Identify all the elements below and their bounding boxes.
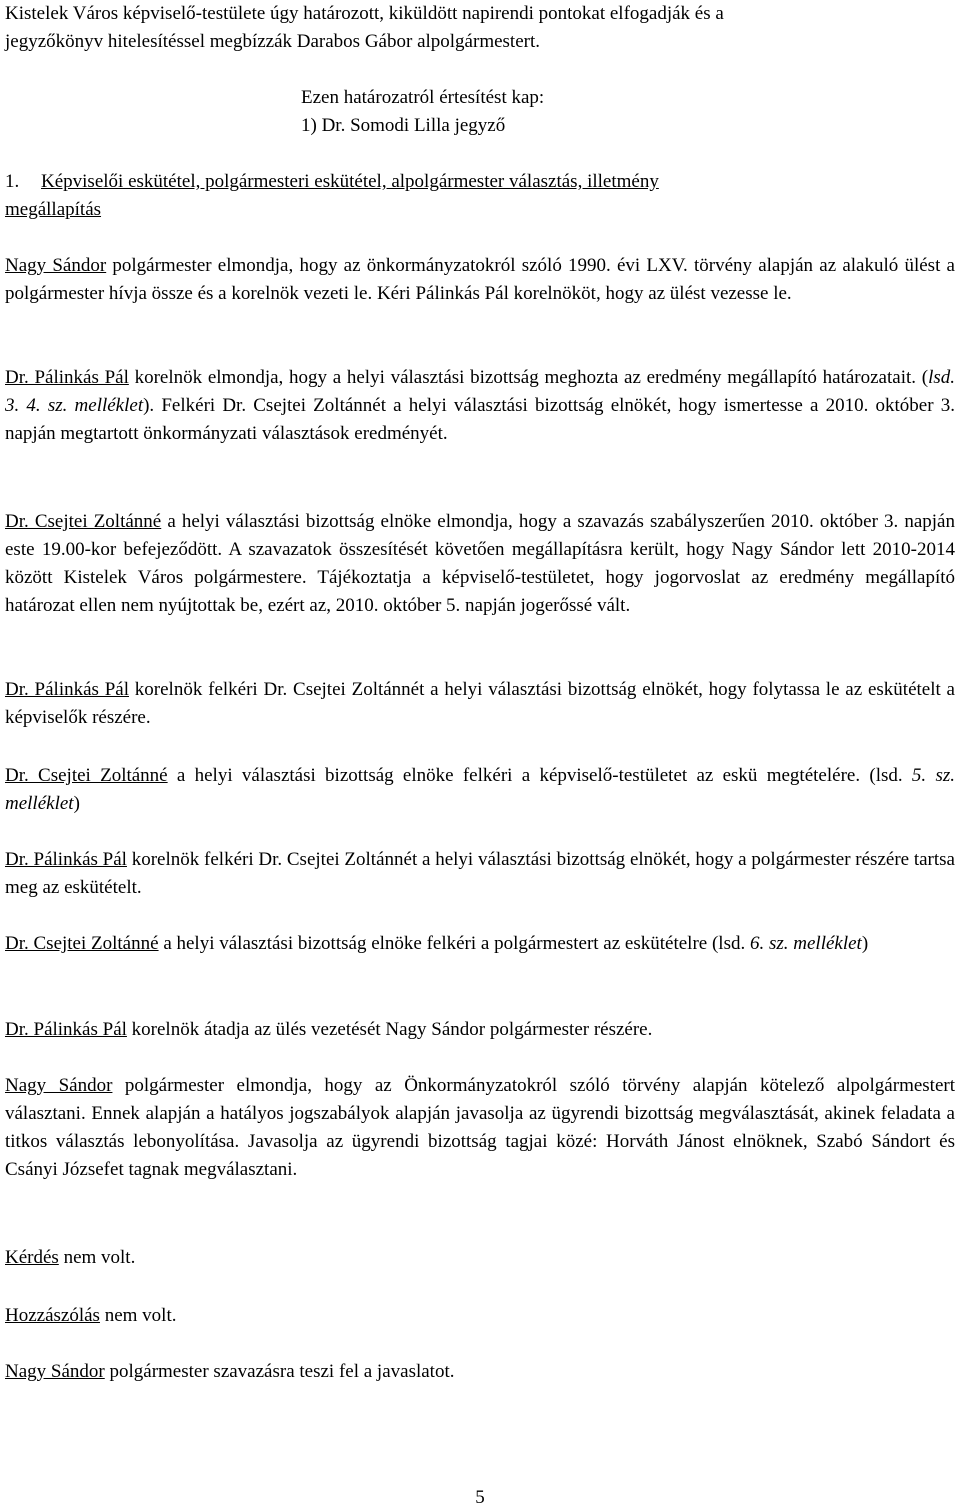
speaker-name: Nagy Sándor <box>5 1075 113 1096</box>
agenda-title-line-2: megállapítás <box>5 199 102 220</box>
paragraph-text: polgármester elmondja, hogy az Önkormányzatokról szóló törvény alapján kötelező alpolgármestert választani. Ennek alapján a hatályos jogszabályok alapján javasolja az ügyrendi bizottság megválasztását, akinek feladata a titkos választás lebonyolítása. Javasolja az ügyrendi bizottság tagjai közé: Horváth Jánost elnöknek, Szabó Sándort és Csányi Józsefet tagnak megválasztani. <box>5 1075 955 1180</box>
intro-line-1: Kistelek Város képviselő-testülete úgy határozott, kiküldött napirendi pontokat elfogadják és a <box>5 3 724 24</box>
speaker-name: Dr. Pálinkás Pál <box>5 1019 127 1040</box>
attachment-reference: 6. sz. melléklet <box>749 933 862 954</box>
paragraph-6 <box>5 846 955 902</box>
paragraph-text: a helyi választási bizottság elnöke elmondja, hogy a szavazás szabályszerűen 2010. október 3. napján este 19.00-kor befejeződött. A szavazatok összesítését követően megállapításra került, hogy Nagy Sándor lett 2010-2014 között Kistelek Város polgármestere. Tájékoztatja a képviselő-testületet, hogy jogorvoslat az eredmény megállapító határozat ellen nem nyújtottak be, ezért az, 2010. október 5. napján jogerőssé vált. <box>5 511 955 616</box>
paragraph-7 <box>5 930 955 958</box>
paragraph-text: nem volt. <box>58 1247 136 1268</box>
speaker-name: Dr. Csejtei Zoltánné <box>5 765 168 786</box>
attachment-reference: 5. sz. melléklet <box>5 765 955 814</box>
paragraph-text: korelnök átadja az ülés vezetését Nagy Sándor polgármester részére. <box>126 1019 653 1040</box>
paragraph-text: a helyi választási bizottság elnöke felkéri a polgármestert az eskütételre (lsd. <box>158 933 750 954</box>
paragraph-text-continued: ) <box>861 933 869 954</box>
paragraph-4 <box>5 676 955 732</box>
intro-paragraph <box>5 0 955 56</box>
speaker-name: Dr. Pálinkás Pál <box>5 679 129 700</box>
speaker-name: Dr. Csejtei Zoltánné <box>5 511 162 532</box>
paragraph-text: korelnök elmondja, hogy a helyi választási bizottság meghozta az eredmény megállapító határozatait. ( <box>128 367 929 388</box>
speaker-name: Nagy Sándor <box>5 255 107 276</box>
paragraph-11 <box>5 1302 955 1330</box>
paragraph-9 <box>5 1072 955 1184</box>
paragraph-8 <box>5 1016 955 1044</box>
comment-label: Hozzászólás <box>5 1305 100 1326</box>
speaker-name: Dr. Csejtei Zoltánné <box>5 933 159 954</box>
notice-item: 1) Dr. Somodi Lilla jegyző <box>301 115 506 136</box>
agenda-number: 1. <box>5 171 20 192</box>
paragraph-text: nem volt. <box>99 1305 177 1326</box>
paragraph-text: korelnök felkéri Dr. Csejtei Zoltánnét a helyi választási bizottság elnökét, hogy folytassa le az eskütételt a képviselők részére. <box>5 679 955 728</box>
attachment-reference: lsd. 3. 4. sz. melléklet <box>5 367 955 416</box>
question-label: Kérdés <box>5 1247 59 1268</box>
paragraph-text: a helyi választási bizottság elnöke felkéri a képviselő-testületet az eskü megtételére. (lsd. <box>167 765 912 786</box>
notice-block <box>301 84 701 140</box>
paragraph-10 <box>5 1244 955 1272</box>
paragraph-1 <box>5 252 955 308</box>
agenda-title-line-1: Képviselői eskütétel, polgármesteri eskütétel, alpolgármester választás, illetmény <box>41 171 659 192</box>
paragraph-text-continued: ) <box>73 793 80 814</box>
speaker-name: Nagy Sándor <box>5 1361 105 1382</box>
paragraph-text: polgármester elmondja, hogy az önkormányzatokról szóló 1990. évi LXV. törvény alapján az alakuló ülést a polgármester hívja össze és a korelnök vezeti le. Kéri Pálinkás Pál korelnököt, hogy az ülést vezesse le. <box>5 255 955 304</box>
agenda-heading <box>5 168 955 224</box>
page-number: 5 <box>475 1487 485 1508</box>
speaker-name: Dr. Pálinkás Pál <box>5 367 129 388</box>
paragraph-text: polgármester szavazásra teszi fel a javaslatot. <box>104 1361 455 1382</box>
notice-title: Ezen határozatról értesítést kap: <box>301 87 545 108</box>
paragraph-text-continued: ). Felkéri Dr. Csejtei Zoltánnét a helyi választási bizottság elnökét, hogy ismertesse a 2010. október 3. napján megtartott önkormányzati választások eredményét. <box>5 395 955 444</box>
paragraph-12 <box>5 1358 955 1386</box>
paragraph-2 <box>5 364 955 448</box>
paragraph-3 <box>5 508 955 620</box>
paragraph-5 <box>5 762 955 818</box>
speaker-name: Dr. Pálinkás Pál <box>5 849 127 870</box>
paragraph-text: korelnök felkéri Dr. Csejtei Zoltánnét a helyi választási bizottság elnökét, hogy a polgármester részére tartsa meg az eskütételt. <box>5 849 955 898</box>
intro-line-2: jegyzőkönyv hitelesítéssel megbízzák Darabos Gábor alpolgármestert. <box>5 31 540 52</box>
